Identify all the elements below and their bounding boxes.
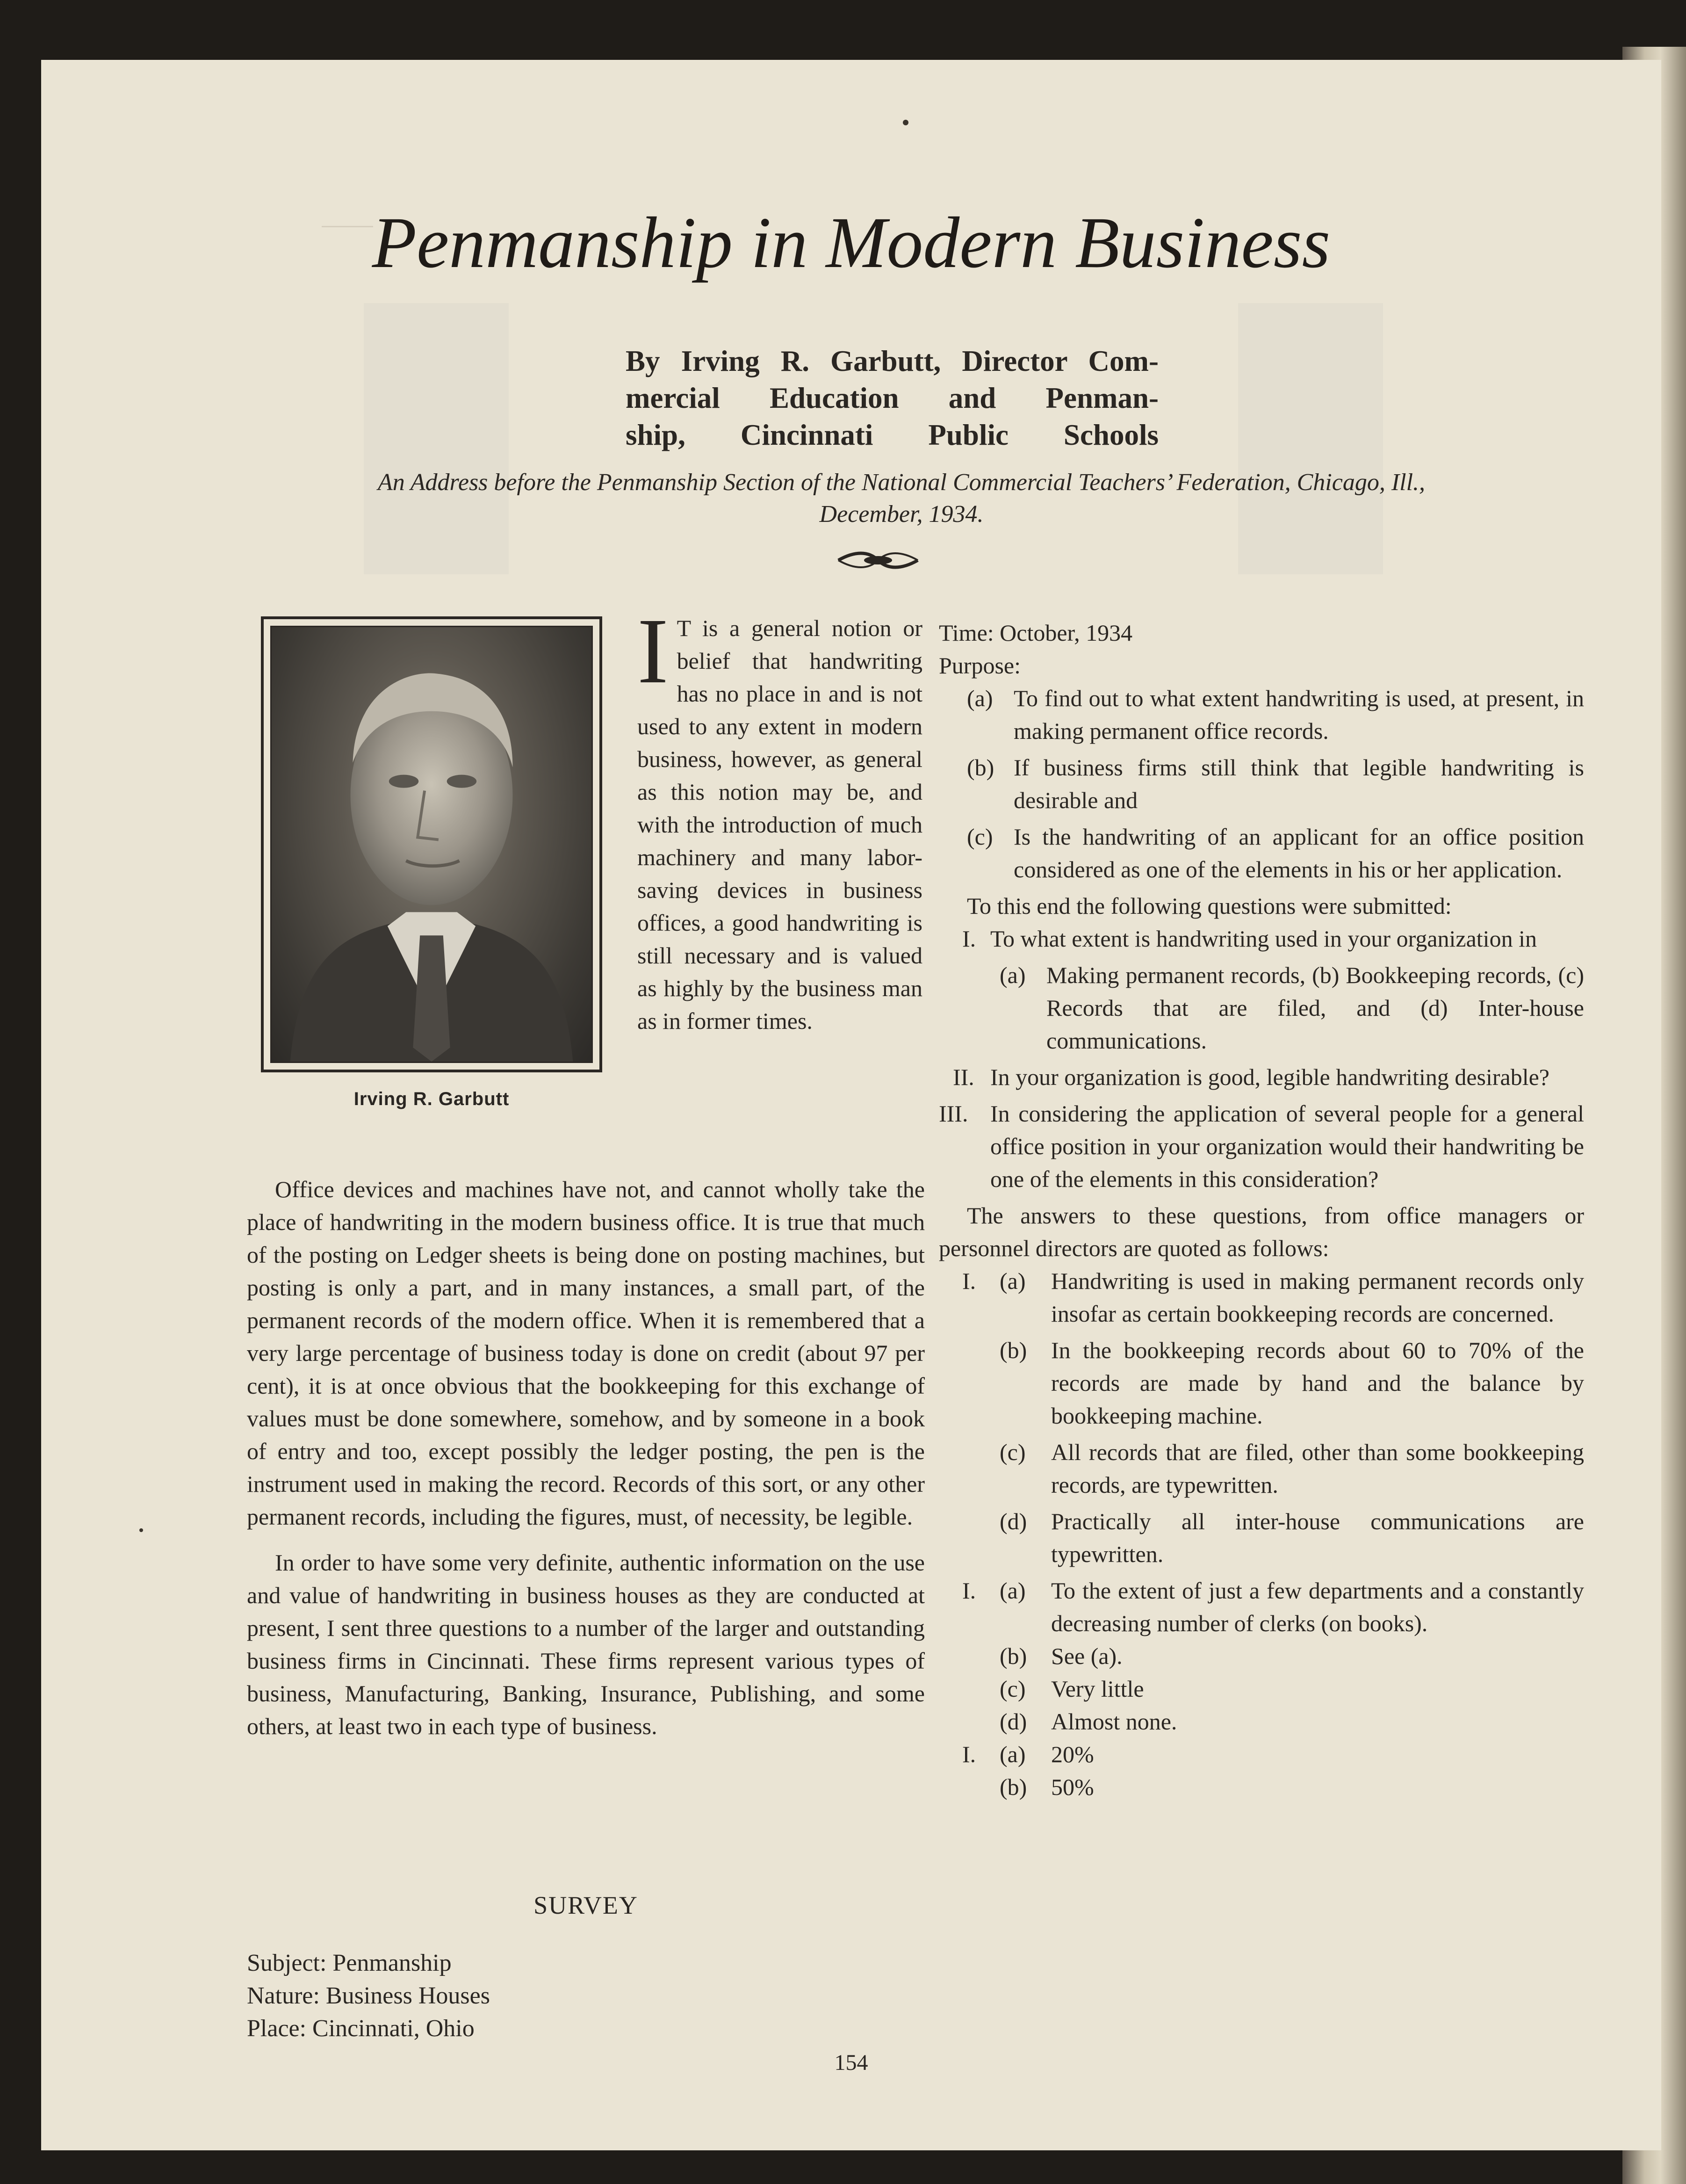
question-item [939,922,1584,955]
occasion-note [228,467,1575,530]
item-text: 20% [1051,1741,1094,1767]
portrait-figure-icon [272,627,591,1062]
byline-line: By Irving R. Garbutt, Director Com- [626,345,1159,377]
purpose-item [939,682,1584,747]
page-speck [139,1528,143,1532]
intro-text: T is a general notion or belief that handwriting has no place in and is not used to any extent in modern business, however, as general as this notion may be, and with the introduction of much machinery and many labor-saving devices in business offices, a good handwriting is still necessary and is valued as highly by the business man as in former times. [637,615,922,1034]
occasion-line: An Address before the Penmanship Section of the National Commercial Teachers’ Federation, Chicago, Ill., [377,469,1426,496]
answer-item [939,1640,1584,1672]
answer-item [939,1771,1584,1803]
questions-intro: To this end the following questions were submitted: [967,893,1452,919]
item-text: Almost none. [1051,1708,1177,1735]
intro-paragraph [637,600,922,1037]
item-label: (a) [967,685,993,711]
body-paragraph: Office devices and machines have not, and cannot wholly take the place of handwriting in the modern business office. It is true that much of the posting on Ledger sheets is being done on posting machines, but posting is only a part, and in many instances, a small part, of the permanent records of the modern office. When it is remembered that a very large percentage of business today is done on credit (about 97 per cent), it is at once obvious that the bookkeeping for this exchange of values must be done somewhere, somehow, and by someone in a book of entry and too, except possibly the ledger posting, the pen is the instrument used in making the record. Records of this sort, or any other permanent records, including the figures, must, of necessity, be legible. [247,1176,925,1530]
survey-details [247,1947,925,2045]
group-label: I. [962,1577,976,1604]
item-text: Is the handwriting of an applicant for an office position considered as one of the elements in his or her application. [1014,824,1584,882]
question-item [939,1097,1584,1195]
item-label: (c) [1000,1676,1026,1702]
item-label: II. [953,1064,974,1090]
group-label: I. [962,1741,976,1767]
answer-item [939,1705,1584,1738]
page-speck [903,120,908,125]
item-text: Making permanent records, (b) Bookkeeping records, (c) Records that are filed, and (d) Inter-house communications. [1046,962,1584,1054]
item-label: (a) [1000,1268,1026,1294]
survey-line: Subject: Penmanship [247,1950,452,1976]
item-label: III. [939,1100,968,1127]
item-label: (c) [1000,1439,1026,1465]
portrait-photo [270,626,593,1063]
answer-item [939,1574,1584,1640]
item-label: (a) [1000,1577,1026,1604]
survey-line: Nature: Business Houses [247,1982,490,2009]
survey-time: Time: October, 1934 [939,620,1133,646]
item-text: Practically all inter-house communications are typewritten. [1051,1508,1584,1567]
answer-item [939,1334,1584,1432]
question-subitem [939,959,1584,1057]
item-text: To find out to what extent handwriting is used, at present, in making permanent office records. [1014,685,1584,744]
show-through-block-right [1238,303,1383,574]
show-through-block-left [364,303,509,574]
item-text: To the extent of just a few departments and a constantly decreasing number of clerks (on books). [1051,1577,1584,1636]
item-text: In considering the application of several people for a general office position in your organization would their handwriting be one of the elements in this consideration? [990,1100,1584,1192]
item-text: To what extent is handwriting used in your organization in [990,926,1537,952]
item-label: (b) [1000,1337,1027,1363]
answer-item [939,1505,1584,1570]
item-label: (a) [1000,1741,1026,1767]
group-label: I. [962,1268,976,1294]
body-paragraph: In order to have some very definite, authentic information on the use and value of handwriting in business houses as they are conducted at present, I sent three questions to a number of the larger and outstanding business firms in Cincinnati. These firms represent various types of business, Manufacturing, Banking, Insurance, Publishing, and some others, at least two in each type of business. [247,1549,925,1739]
survey-heading: SURVEY [533,1891,638,1919]
portrait-caption: Irving R. Garbutt [353,1089,510,1109]
flourish-ornament-icon [836,549,920,572]
occasion-line: December, 1934. [819,500,984,528]
item-text: In the bookkeeping records about 60 to 70% of the records are made by hand and the balance by bookkeeping machine. [1051,1337,1584,1429]
answer-item [939,1672,1584,1705]
item-label: (c) [967,824,993,850]
answer-item [939,1265,1584,1330]
purpose-item [939,820,1584,886]
item-text: See (a). [1051,1643,1123,1669]
item-label: (d) [1000,1708,1027,1735]
body-column-left [247,1173,925,1743]
answer-item [939,1436,1584,1501]
item-text: Handwriting is used in making permanent records only insofar as certain bookkeeping records are concerned. [1051,1268,1584,1327]
magazine-page [41,60,1661,2150]
item-text: In your organization is good, legible handwriting desirable? [990,1064,1549,1090]
item-label: (d) [1000,1508,1027,1534]
byline-line: ship, Cincinnati Public Schools [626,418,1159,451]
survey-line: Place: Cincinnati, Ohio [247,2015,475,2042]
item-text: If business firms still think that legible handwriting is desirable and [1014,754,1584,813]
item-label: I. [962,926,976,952]
purpose-item [939,751,1584,817]
survey-purpose: Purpose: [939,652,1021,679]
article-title: Penmanship in Modern Business [372,202,1331,283]
item-label: (a) [1000,962,1026,988]
byline [626,343,1159,453]
item-text: Very little [1051,1676,1144,1702]
question-item [939,1061,1584,1093]
drop-cap: I [637,600,669,703]
byline-line: mercial Education and Penman- [626,381,1159,414]
page-number: 154 [834,2050,868,2075]
author-portrait [261,616,602,1072]
answer-item [939,1738,1584,1771]
item-text: 50% [1051,1774,1094,1800]
item-label: (b) [1000,1643,1027,1669]
item-text: All records that are filed, other than some bookkeeping records, are typewritten. [1051,1439,1584,1498]
item-label: (b) [967,754,994,781]
answers-intro: The answers to these questions, from office managers or personnel directors are quoted as follows: [939,1202,1584,1261]
item-label: (b) [1000,1774,1027,1800]
body-column-right [939,616,1584,1803]
